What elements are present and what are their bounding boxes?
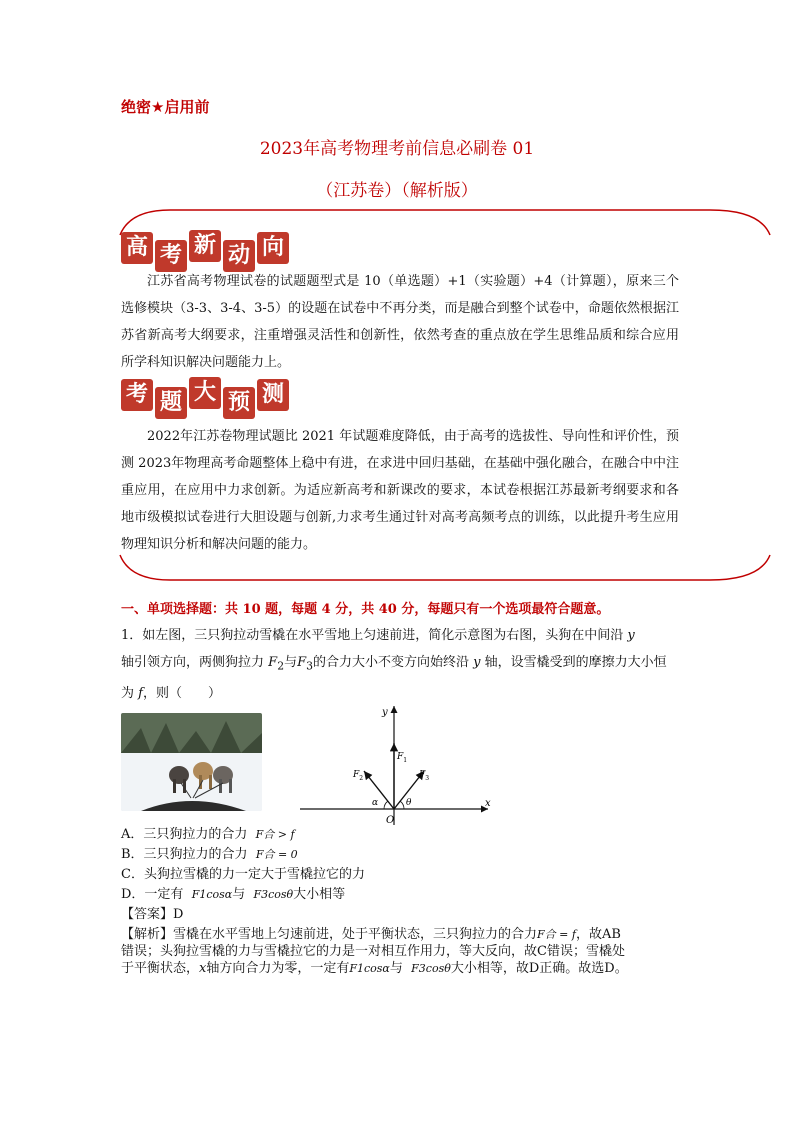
tag-char: 高 <box>121 232 153 264</box>
f1-label: $F_1$ <box>397 752 408 764</box>
option-d[interactable]: D．一定有 F1cosα与 F3cosθ大小相等 <box>121 887 346 902</box>
tag-char: 新 <box>189 230 221 262</box>
f2-vector <box>364 771 394 809</box>
origin-label: O <box>386 815 395 826</box>
trend-paragraph: 江苏省高考物理试卷的试题题型式是 10（单选题）+1（实验题）+4（计算题），原来三个选修模块（3-3、3-4、3-5）的设题在试卷中不再分类，而是融合到整个试卷中，命题依然根据江苏省新高考大纲要求，注重增强灵活性和创新性，依然考查的重点放在学生思维品质和综合应用所学科知识解决问题能力上。 <box>121 274 679 370</box>
force-diagram <box>300 703 500 828</box>
tag-char: 考 <box>121 379 153 411</box>
option-b[interactable]: B．三只狗拉力的合力 F合 = 0 <box>121 847 298 862</box>
page-subtitle: （江苏卷）（解析版） <box>316 181 478 201</box>
question-stem: 1．如左图，三只狗拉动雪橇在水平雪地上匀速前进，简化示意图为右图，头狗在中间沿 y 轴引领方向，两侧狗拉力 $F_2$与$F_3$的合力大小不变方向始终沿 y 轴，设雪橇受到的摩擦力大小恒为 f，则（ ） <box>121 628 667 701</box>
option-a[interactable]: A．三只狗拉力的合力 F合 > f <box>121 827 295 842</box>
predict-paragraph: 2022年江苏卷物理试题比 2021 年试题难度降低，由于高考的选拔性、导向性和评价性，预测 2023年物理高考命题整体上稳中有进，在求进中回归基础，在基础中强化融合，在融合中中注重应用，在应用中力求创新。为适应新高考和新课改的要求，本试卷根据江苏最新考纲要求和各地市级模拟试卷进行大胆设题与创新,力求考生通过针对高考高频考点的训练，以此提升考生应用物理知识分析和解决问题的能力。 <box>121 429 679 552</box>
theta-label: θ <box>406 798 412 808</box>
tag-char: 大 <box>189 377 221 409</box>
answer: 【答案】D <box>121 907 184 922</box>
tag-char: 预 <box>223 387 255 419</box>
f3-label: $F_3$ <box>419 770 430 782</box>
tag-char: 题 <box>155 387 187 419</box>
tag-char: 测 <box>257 379 289 411</box>
page-title: 2023年高考物理考前信息必刷卷 01 <box>259 139 535 159</box>
x-axis-label: x <box>485 798 491 809</box>
tag-char: 向 <box>257 232 289 264</box>
analysis: 【解析】雪橇在水平雪地上匀速前进，处于平衡状态，三只狗拉力的合力F合 = f，故AB 错误；头狗拉雪橇的力与雪橇拉它的力是一对相互作用力，等大反向，故C错误；雪橇处 于平衡状态，x轴方向合力为零，一定有F1cosα与 F3cosθ大小相等，故D正确。故选D。 <box>121 927 628 976</box>
f2-label: $F_2$ <box>353 770 364 782</box>
sled-dogs-photo <box>121 713 262 811</box>
tag-char: 动 <box>223 240 255 272</box>
section-heading: 一、单项选择题：共 10 题，每题 4 分，共 40 分，每题只有一个选项最符合题意。 <box>121 602 610 617</box>
tag-char: 考 <box>155 240 187 272</box>
y-axis-label: y <box>382 707 388 718</box>
alpha-label: α <box>372 798 379 808</box>
option-c[interactable]: C．头狗拉雪橇的力一定大于雪橇拉它的力 <box>121 867 365 882</box>
confidential-label: 绝密★启用前 <box>121 98 210 116</box>
